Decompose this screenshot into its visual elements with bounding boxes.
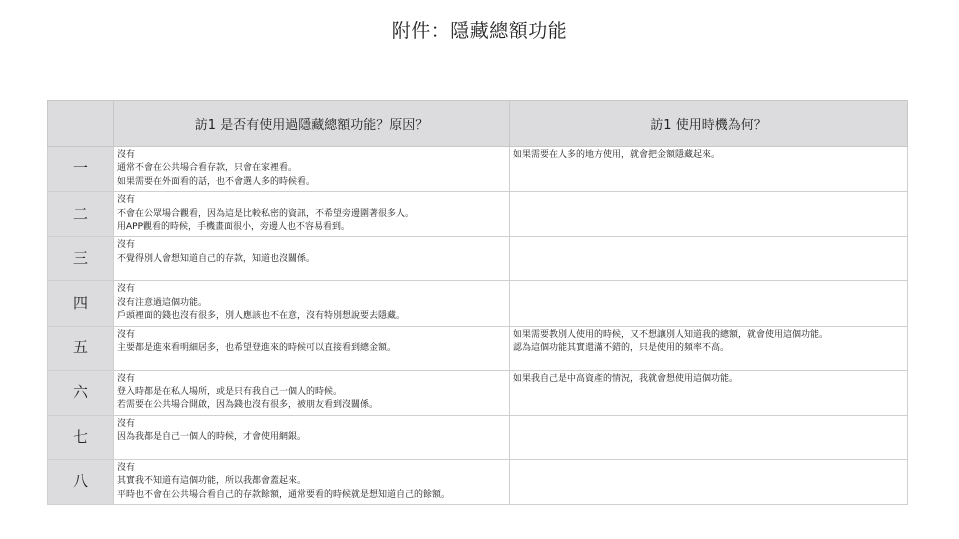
table-row	[48, 370, 908, 415]
table-row	[48, 237, 908, 281]
cell-text-line: 用APP觀看的時候，手機畫面很小，旁邊人也不容易看到。	[117, 222, 351, 233]
row-label: 二	[48, 192, 114, 237]
cell-usage-timing	[510, 326, 908, 370]
cell-text-line: 其實我不知道有這個功能，所以我都會蓋起來。	[117, 476, 307, 487]
cell-text-line: 沒有	[117, 373, 136, 384]
row-label: 八	[48, 459, 114, 504]
cell-used-hide-feature	[114, 370, 510, 415]
row-label: 四	[48, 281, 114, 326]
cell-text-line: 沒有	[117, 462, 136, 473]
interview-table	[47, 100, 908, 505]
cell-used-hide-feature	[114, 326, 510, 370]
table-row	[48, 147, 908, 192]
table-row	[48, 281, 908, 326]
row-label: 三	[48, 237, 114, 281]
cell-text-line: 沒有注意過這個功能。	[117, 297, 208, 308]
cell-used-hide-feature	[114, 147, 510, 192]
header-question-1: 訪1 是否有使用過隱藏總額功能？原因？	[114, 101, 510, 147]
cell-text-line: 沒有	[117, 284, 136, 295]
cell-usage-timing	[510, 237, 908, 281]
cell-text-line: 平時也不會在公共場合看自己的存款餘額，通常要看的時候就是想知道自己的餘額。	[117, 489, 451, 500]
cell-text-line: 沒有	[117, 195, 136, 206]
cell-text-line: 沒有	[117, 418, 136, 429]
cell-usage-timing	[510, 281, 908, 326]
cell-text-line: 若需要在公共場合開啟，因為錢也沒有很多，被朋友看到沒關係。	[117, 400, 379, 411]
cell-used-hide-feature	[114, 237, 510, 281]
cell-text-line: 如果需要在人多的地方使用，就會把金額隱藏起來。	[513, 150, 721, 160]
cell-text-line: 戶頭裡面的錢也沒有很多，別人應該也不在意，沒有特別想說要去隱藏。	[117, 311, 406, 322]
cell-text-line: 沒有	[117, 329, 136, 340]
cell-text-line: 不會在公眾場合觀看，因為這是比較私密的資訊，不希望旁邊圍著很多人。	[117, 208, 415, 219]
row-label: 五	[48, 326, 114, 370]
cell-usage-timing	[510, 459, 908, 504]
table-row	[48, 192, 908, 237]
cell-usage-timing	[510, 415, 908, 459]
cell-usage-timing	[510, 147, 908, 192]
cell-text-line: 如果我自己是中高資產的情況，我就會想使用這個功能。	[513, 373, 739, 384]
cell-used-hide-feature	[114, 415, 510, 459]
cell-text-line: 不覺得別人會想知道自己的存款，知道也沒關係。	[117, 253, 316, 264]
row-label: 一	[48, 147, 114, 192]
cell-used-hide-feature	[114, 192, 510, 237]
cell-text-line: 登入時都是在私人場所，或是只有我自己一個人的時候。	[117, 387, 343, 398]
table-row	[48, 415, 908, 459]
cell-text-line: 沒有	[117, 240, 136, 251]
row-label: 六	[48, 370, 114, 415]
row-label: 七	[48, 415, 114, 459]
header-question-2: 訪1 使用時機為何？	[510, 101, 908, 147]
cell-usage-timing	[510, 192, 908, 237]
cell-text-line: 認為這個功能其實還滿不錯的，只是使用的頻率不高。	[513, 343, 730, 354]
cell-text-line: 因為我都是自己一個人的時候，才會使用網銀。	[117, 432, 307, 443]
cell-text-line: 通常不會在公共場合看存款，只會在家裡看。	[117, 163, 298, 174]
table-row	[48, 459, 908, 504]
cell-text-line: 如果需要在外面看的話，也不會選人多的時候看。	[117, 176, 316, 187]
cell-usage-timing	[510, 370, 908, 415]
cell-used-hide-feature	[114, 281, 510, 326]
cell-text-line: 如果需要教別人使用的時候，又不想讓別人知道我的總額，就會使用這個功能。	[513, 329, 829, 340]
cell-text-line: 主要都是進來看明細居多，也希望登進來的時候可以直接看到總金額。	[117, 343, 397, 354]
cell-text-line: 沒有	[117, 150, 136, 160]
table-header-row	[48, 101, 908, 147]
table-row	[48, 326, 908, 370]
page-title: 附件：隱藏總額功能	[391, 20, 568, 42]
header-corner	[48, 101, 114, 147]
cell-used-hide-feature	[114, 459, 510, 504]
